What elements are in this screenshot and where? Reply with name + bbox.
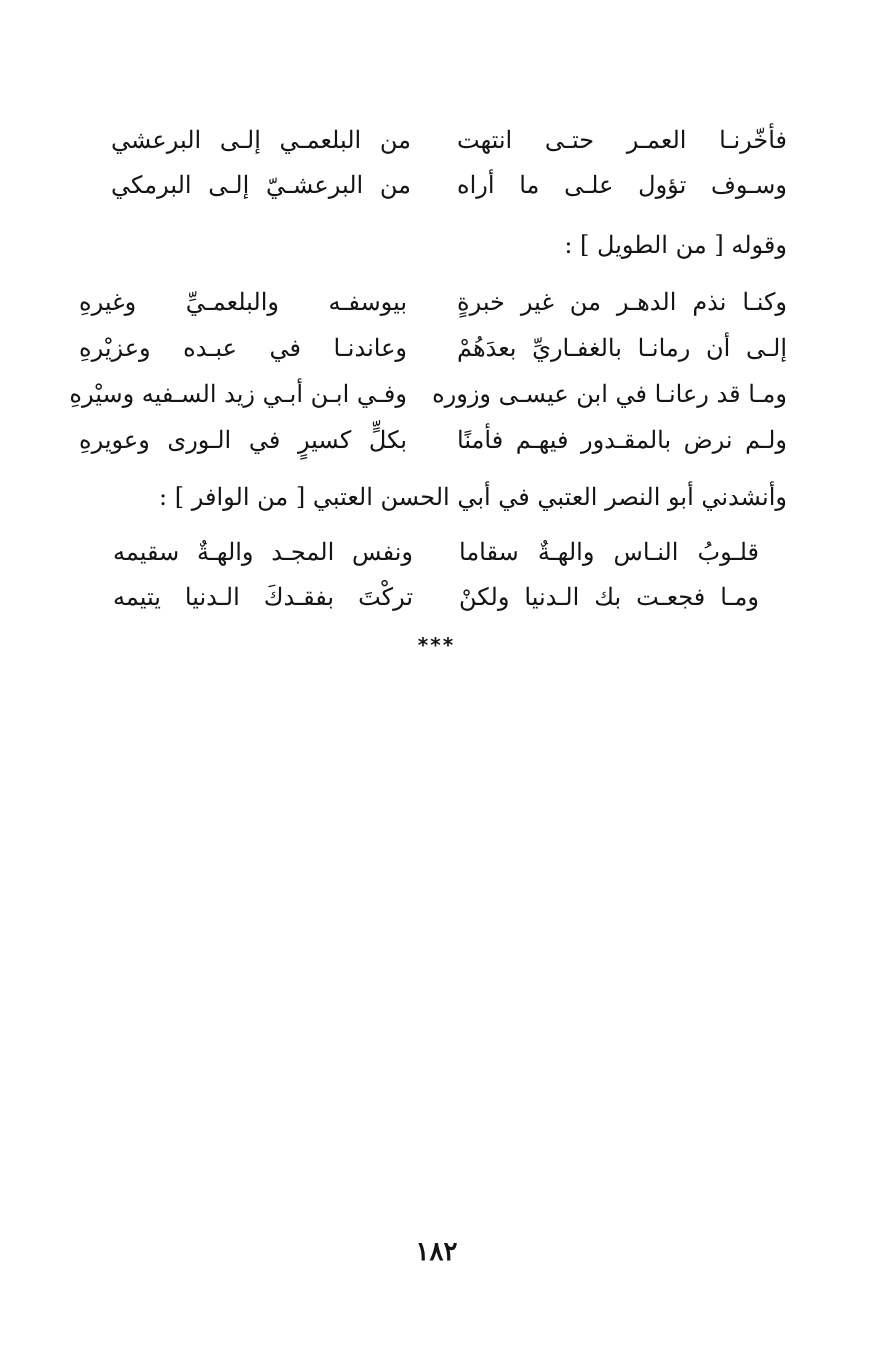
verse-line [79,420,787,460]
verse-line [69,374,787,414]
verse-second-hemistich: ونفس المجـد والهـةٌ سقيمه [113,538,413,566]
verse-line [111,120,787,160]
verse-first-hemistich: ومـا فجعـت بك الـدنيا ولكنْ [459,583,759,611]
verse-line [111,165,787,205]
verse-second-hemistich: بيوسفـه والبلعمـيِّ وغيرهِ [79,288,407,316]
verse-first-hemistich: وكنـا نذم الدهـر من غير خبرةٍ [457,288,787,316]
verse-line [113,577,759,617]
verse-second-hemistich: من البلعمـي إلـى البرعشي [111,126,411,154]
verse-first-hemistich: وسـوف تؤول علـى ما أراه [457,171,787,199]
verse-line [79,282,787,322]
verse-line [79,328,787,368]
verse-second-hemistich: من البرعشـيّ إلـى البرمكي [111,171,411,199]
section-intro: وقوله [ من الطويل ] : [564,231,787,259]
verse-line [113,532,759,572]
verse-second-hemistich: تركْتَ بفقـدكَ الـدنيا يتيمه [113,583,413,611]
verse-second-hemistich: وفـي ابـن أبـي زيد السـفيه وسيْرهِ [69,380,407,408]
section-intro: وأنشدني أبو النصر العتبي في أبي الحسن العتبي [ من الوافر ] : [159,483,787,511]
verse-first-hemistich: إلـى أن رمانـا بالغفـاريِّ بعدَهُمْ [457,334,787,362]
verse-first-hemistich: ومـا قد رعانـا في ابن عيسـى وزوره [432,380,787,408]
verse-first-hemistich: قلـوبُ النـاس والهـةٌ سقاما [459,538,759,566]
verse-second-hemistich: بكلٍّ كسيرٍ في الـورى وعويرهِ [79,426,407,454]
page-number: ١٨٢ [415,1237,458,1267]
section-separator: *** [417,633,456,657]
verse-first-hemistich: ولـم نرض بالمقـدور فيهـم فأمنًا [457,426,787,454]
verse-first-hemistich: فأخّرنـا العمـر حتـى انتهت [457,126,787,154]
verse-second-hemistich: وعاندنـا في عبـده وعزيْرهِ [79,334,407,362]
